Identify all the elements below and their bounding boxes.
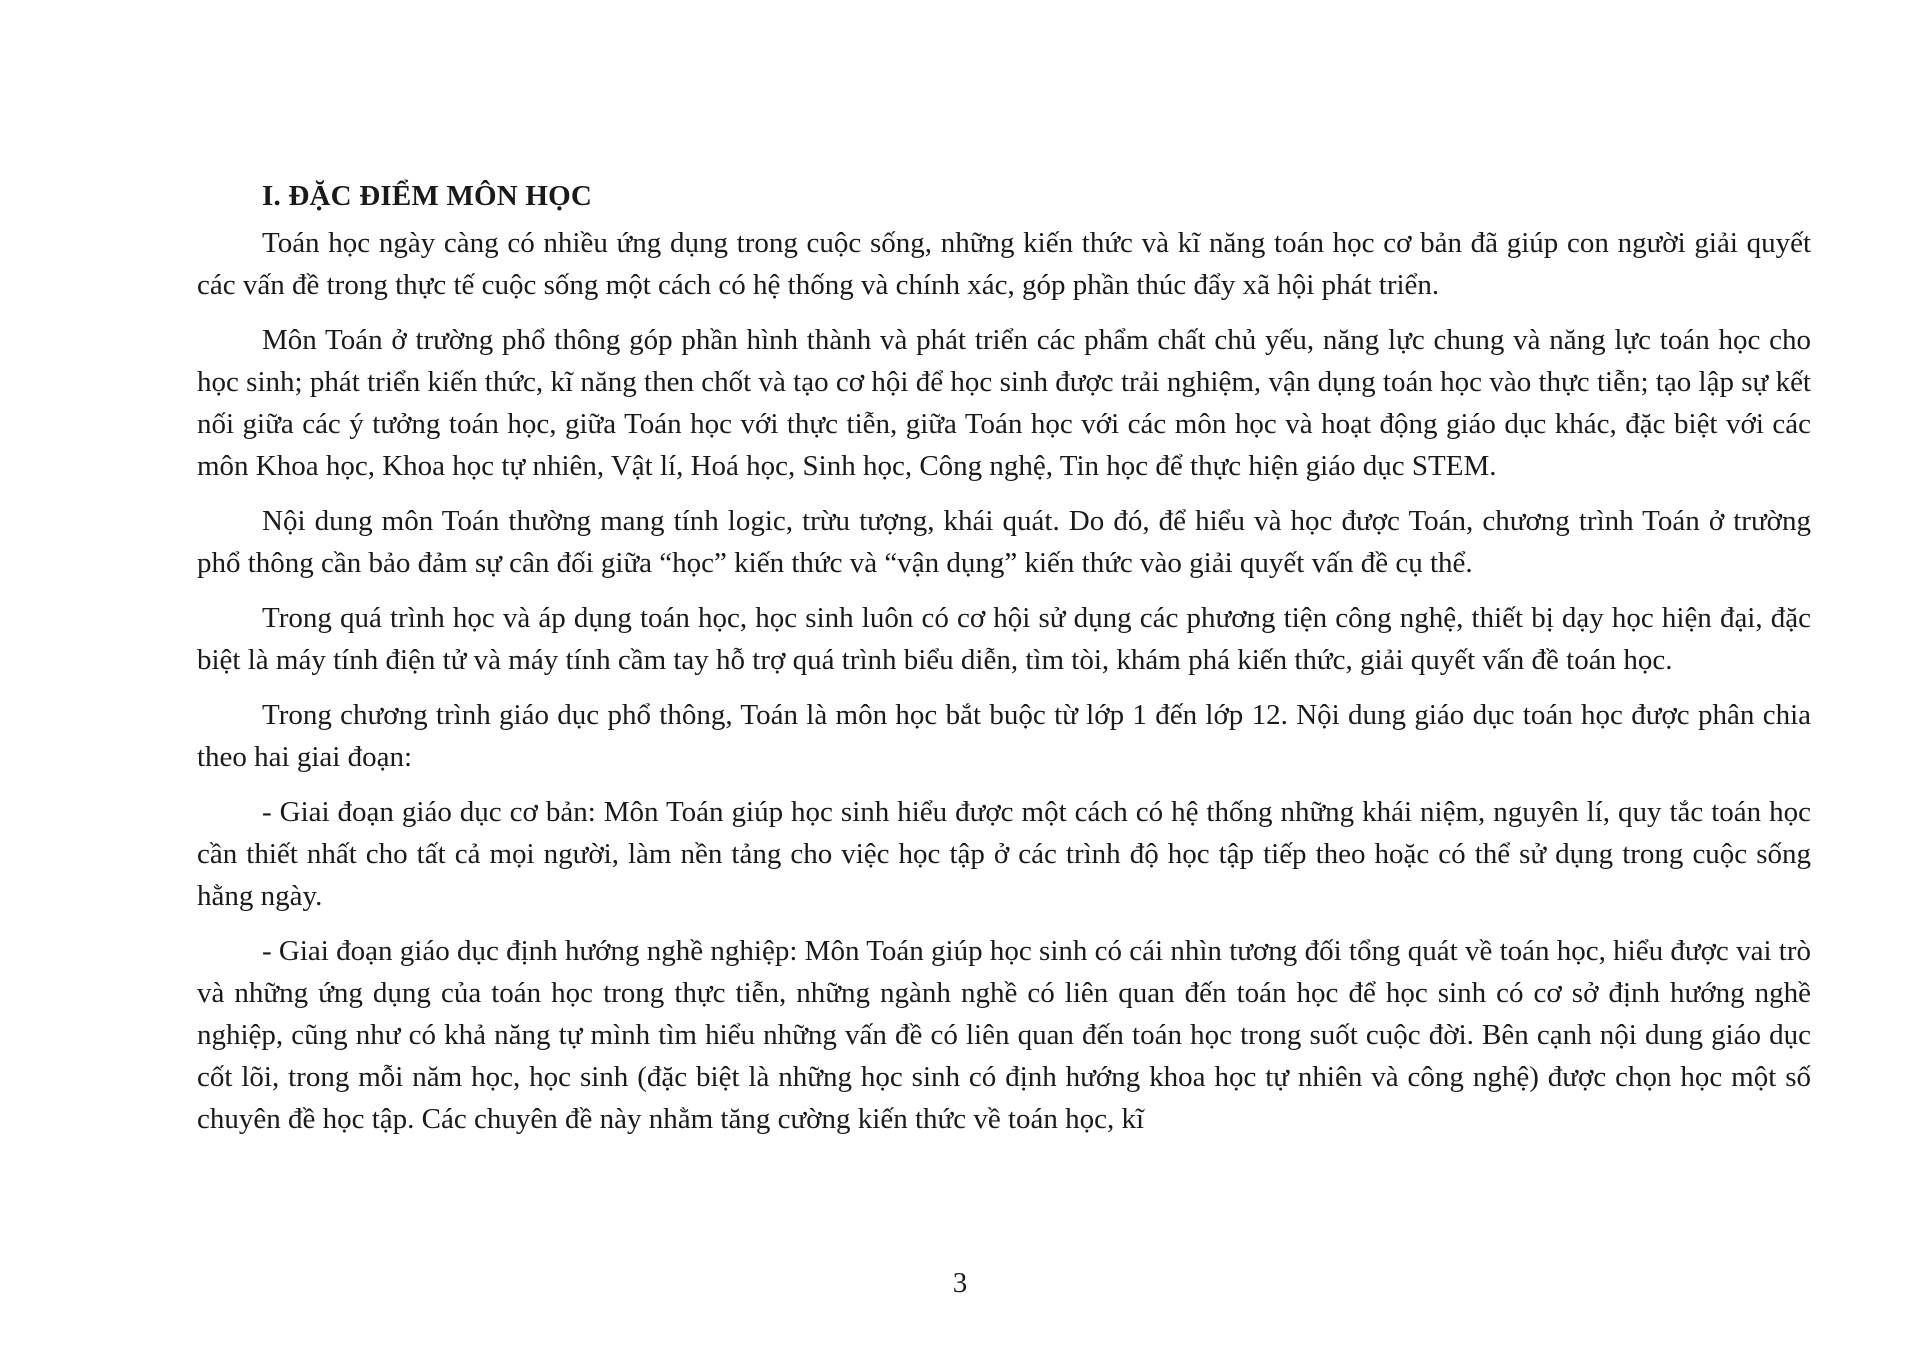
paragraph-basic-stage: - Giai đoạn giáo dục cơ bản: Môn Toán giúp học sinh hiểu được một cách có hệ thống những khái niệm, nguyên lí, quy tắc toán học cần thiết nhất cho tất cả mọi người, làm nền tảng cho việc học tập ở các trình độ học tập tiếp theo hoặc có thể sử dụng trong cuộc sống hằng ngày. [197, 796, 1811, 912]
section-heading: I. ĐẶC ĐIỂM MÔN HỌC [262, 180, 593, 212]
paragraph-technology: Trong quá trình học và áp dụng toán học, học sinh luôn có cơ hội sử dụng các phương tiện công nghệ, thiết bị dạy học hiện đại, đặc biệt là máy tính điện tử và máy tính cầm tay hỗ trợ quá trình biểu diễn, tìm tòi, khám phá kiến thức, giải quyết vấn đề toán học. [197, 602, 1811, 676]
paragraph-intro: Toán học ngày càng có nhiều ứng dụng trong cuộc sống, những kiến thức và kĩ năng toán học cơ bản đã giúp con người giải quyết các vấn đề trong thực tế cuộc sống một cách có hệ thống và chính xác, góp phần thúc đẩy xã hội phát triển. [197, 227, 1811, 301]
paragraph-stages-intro: Trong chương trình giáo dục phổ thông, Toán là môn học bắt buộc từ lớp 1 đến lớp 12. Nội dung giáo dục toán học được phân chia theo hai giai đoạn: [197, 699, 1811, 773]
page-number: 3 [952, 1267, 968, 1299]
paragraph-content: Nội dung môn Toán thường mang tính logic, trừu tượng, khái quát. Do đó, để hiểu và học được Toán, chương trình Toán ở trường phổ thông cần bảo đảm sự cân đối giữa “học” kiến thức và “vận dụng” kiến thức vào giải quyết vấn đề cụ thể. [197, 505, 1811, 579]
paragraph-career-stage: - Giai đoạn giáo dục định hướng nghề nghiệp: Môn Toán giúp học sinh có cái nhìn tương đối tổng quát về toán học, hiểu được vai trò và những ứng dụng của toán học trong thực tiễn, những ngành nghề có liên quan đến toán học để học sinh có cơ sở định hướng nghề nghiệp, cũng như có khả năng tự mình tìm hiểu những vấn đề có liên quan đến toán học trong suốt cuộc đời. Bên cạnh nội dung giáo dục cốt lõi, trong mỗi năm học, học sinh (đặc biệt là những học sinh có định hướng khoa học tự nhiên và công nghệ) được chọn học một số chuyên đề học tập. Các chuyên đề này nhằm tăng cường kiến thức về toán học, kĩ [197, 935, 1811, 1135]
document-page [197, 175, 1811, 1153]
paragraph-role: Môn Toán ở trường phổ thông góp phần hình thành và phát triển các phẩm chất chủ yếu, năng lực chung và năng lực toán học cho học sinh; phát triển kiến thức, kĩ năng then chốt và tạo cơ hội để học sinh được trải nghiệm, vận dụng toán học vào thực tiễn; tạo lập sự kết nối giữa các ý tưởng toán học, giữa Toán học với thực tiễn, giữa Toán học với các môn học và hoạt động giáo dục khác, đặc biệt với các môn Khoa học, Khoa học tự nhiên, Vật lí, Hoá học, Sinh học, Công nghệ, Tin học để thực hiện giáo dục STEM. [197, 324, 1811, 482]
